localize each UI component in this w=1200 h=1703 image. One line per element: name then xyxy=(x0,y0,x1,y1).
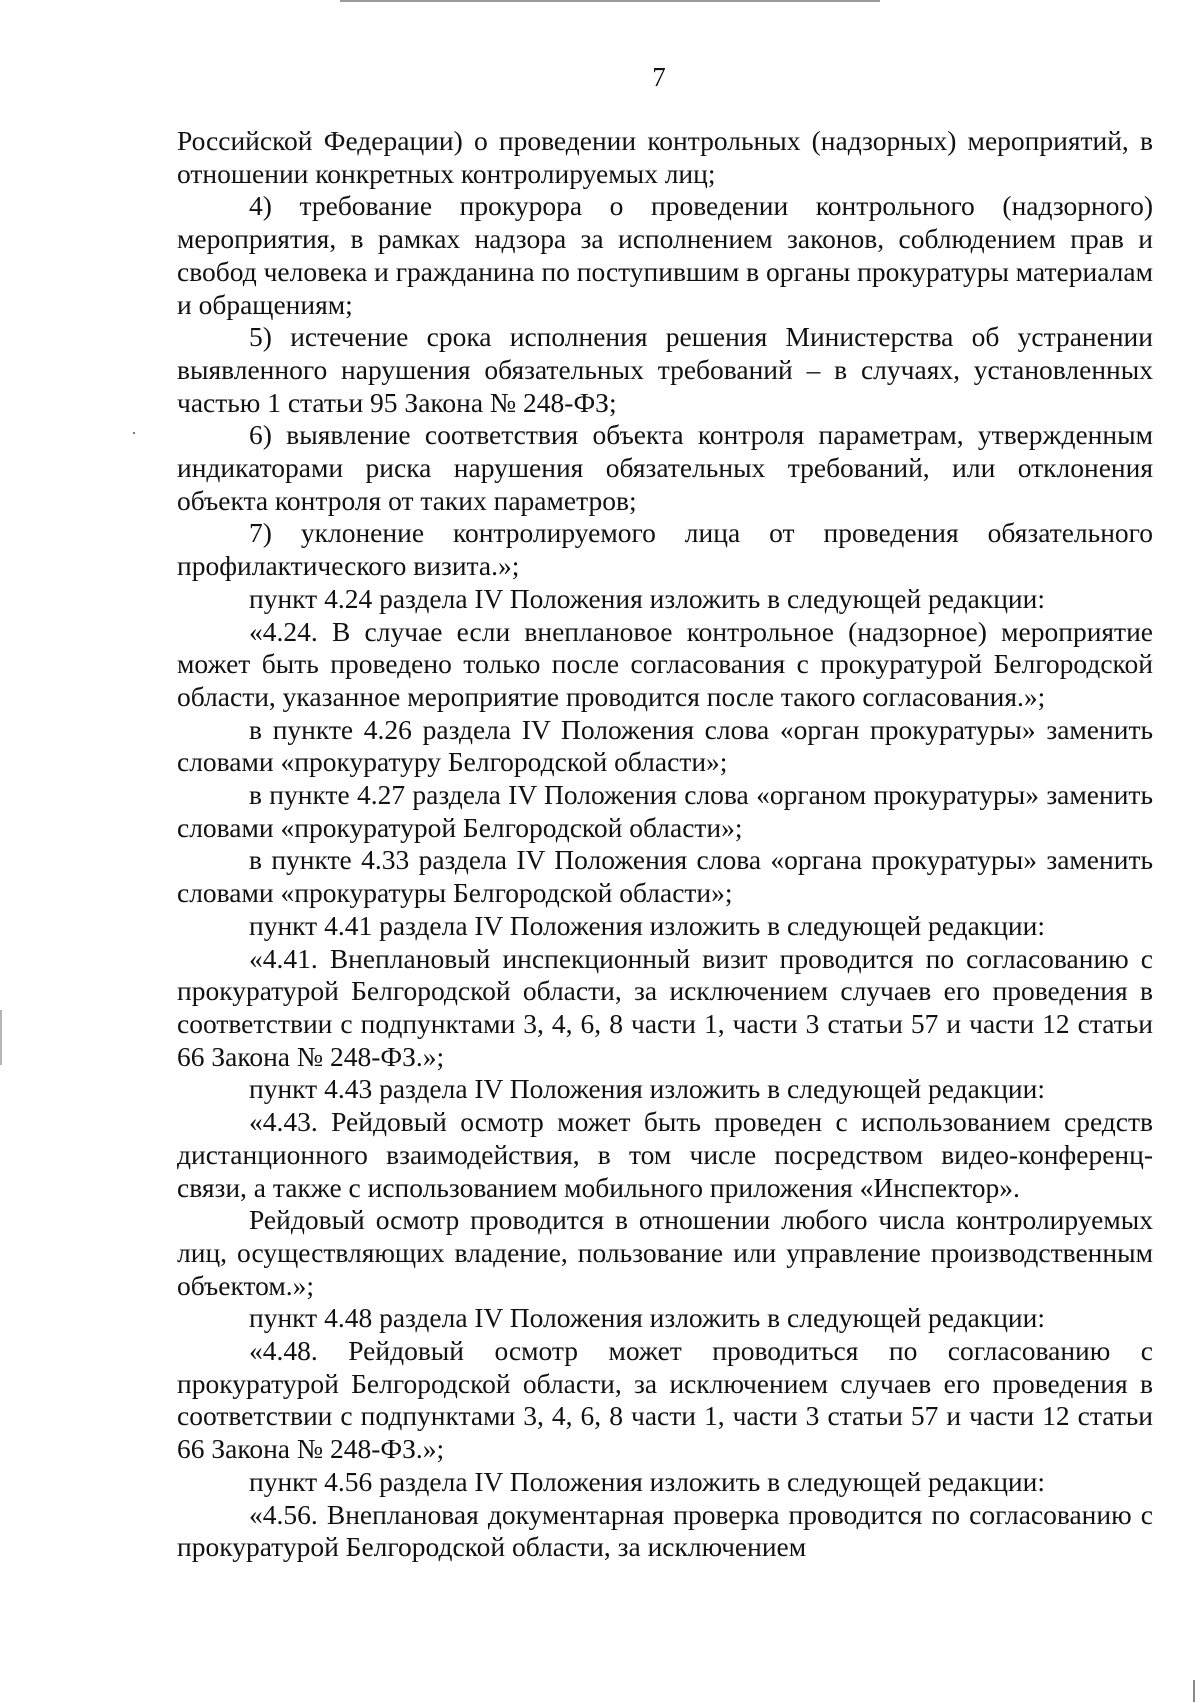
paragraph-19: «4.56. Внеплановая документарная проверка проводится по согласованию с прокуратурой Белгородской области, за исключением xyxy=(177,1498,1153,1563)
document-body xyxy=(177,125,1153,1564)
paragraph-9: в пункте 4.27 раздела IV Положения слова «органом прокуратуры» заменить словами «прокуратурой Белгородской области»; xyxy=(177,779,1153,843)
scan-top-edge-line xyxy=(340,0,880,2)
scan-speck xyxy=(133,432,135,434)
paragraph-14: «4.43. Рейдовый осмотр может быть проведен с использованием средств дистанционного взаимодействия, в том числе посредством видео-конференц-связи, а также с использованием мобильного приложения «Инспектор». xyxy=(177,1106,1153,1203)
paragraph-10: в пункте 4.33 раздела IV Положения слова «органа прокуратуры» заменить словами «прокуратуры Белгородской области»; xyxy=(177,844,1153,909)
paragraph-13: пункт 4.43 раздела IV Положения изложить в следующей редакции: xyxy=(249,1073,1045,1105)
paragraph-11: пункт 4.41 раздела IV Положения изложить в следующей редакции: xyxy=(249,909,1045,941)
paragraph-5: 7) уклонение контролируемого лица от проведения обязательного профилактического визита.»; xyxy=(177,517,1153,582)
paragraph-15: Рейдовый осмотр проводится в отношении любого числа контролируемых лиц, осуществляющих владение, пользование или управление производственным объектом.»; xyxy=(177,1204,1153,1301)
paragraph-6: пункт 4.24 раздела IV Положения изложить в следующей редакции: xyxy=(249,582,1045,614)
scan-edge-mark-right xyxy=(1193,1680,1195,1702)
page-number: 7 xyxy=(652,62,666,92)
paragraph-8: в пункте 4.26 раздела IV Положения слова «орган прокуратуры» заменить словами «прокуратуру Белгородской области»; xyxy=(177,713,1153,778)
paragraph-2: 4) требование прокурора о проведении контрольного (надзорного) мероприятия, в рамках надзора за исполнением законов, соблюдением прав и свобод человека и гражданина по поступившим в органы прокуратуры материалам и обращениям; xyxy=(177,190,1153,320)
paragraph-17: «4.48. Рейдовый осмотр может проводиться по согласованию с прокуратурой Белгородской области, за исключением случаев его проведения в соответствии с подпунктами 3, 4, 6, 8 части 1, части 3 статьи 57 и части 12 статьи 66 Закона № 248-ФЗ.»; xyxy=(177,1335,1153,1465)
paragraph-16: пункт 4.48 раздела IV Положения изложить в следующей редакции: xyxy=(249,1302,1045,1334)
paragraph-4: 6) выявление соответствия объекта контроля параметрам, утвержденным индикаторами риска нарушения обязательных требований, или отклонения объекта контроля от таких параметров; xyxy=(177,419,1153,516)
paragraph-12: «4.41. Внеплановый инспекционный визит проводится по согласованию с прокуратурой Белгородской области, за исключением случаев его проведения в соответствии с подпунктами 3, 4, 6, 8 части 1, части 3 статьи 57 и части 12 статьи 66 Закона № 248-ФЗ.»; xyxy=(177,942,1153,1072)
paragraph-3: 5) истечение срока исполнения решения Министерства об устранении выявленного нарушения обязательных требований – в случаях, установленных частью 1 статьи 95 Закона № 248-ФЗ; xyxy=(177,321,1153,418)
paragraph-1: Российской Федерации) о проведении контрольных (надзорных) мероприятий, в отношении конкретных контролируемых лиц; xyxy=(177,125,1153,189)
paragraph-7: «4.24. В случае если внеплановое контрольное (надзорное) мероприятие может быть проведено только после согласования с прокуратурой Белгородской области, указанное мероприятие проводится после такого согласования.»; xyxy=(177,615,1153,712)
paragraph-18: пункт 4.56 раздела IV Положения изложить в следующей редакции: xyxy=(249,1465,1045,1497)
scan-edge-mark xyxy=(0,1010,2,1065)
